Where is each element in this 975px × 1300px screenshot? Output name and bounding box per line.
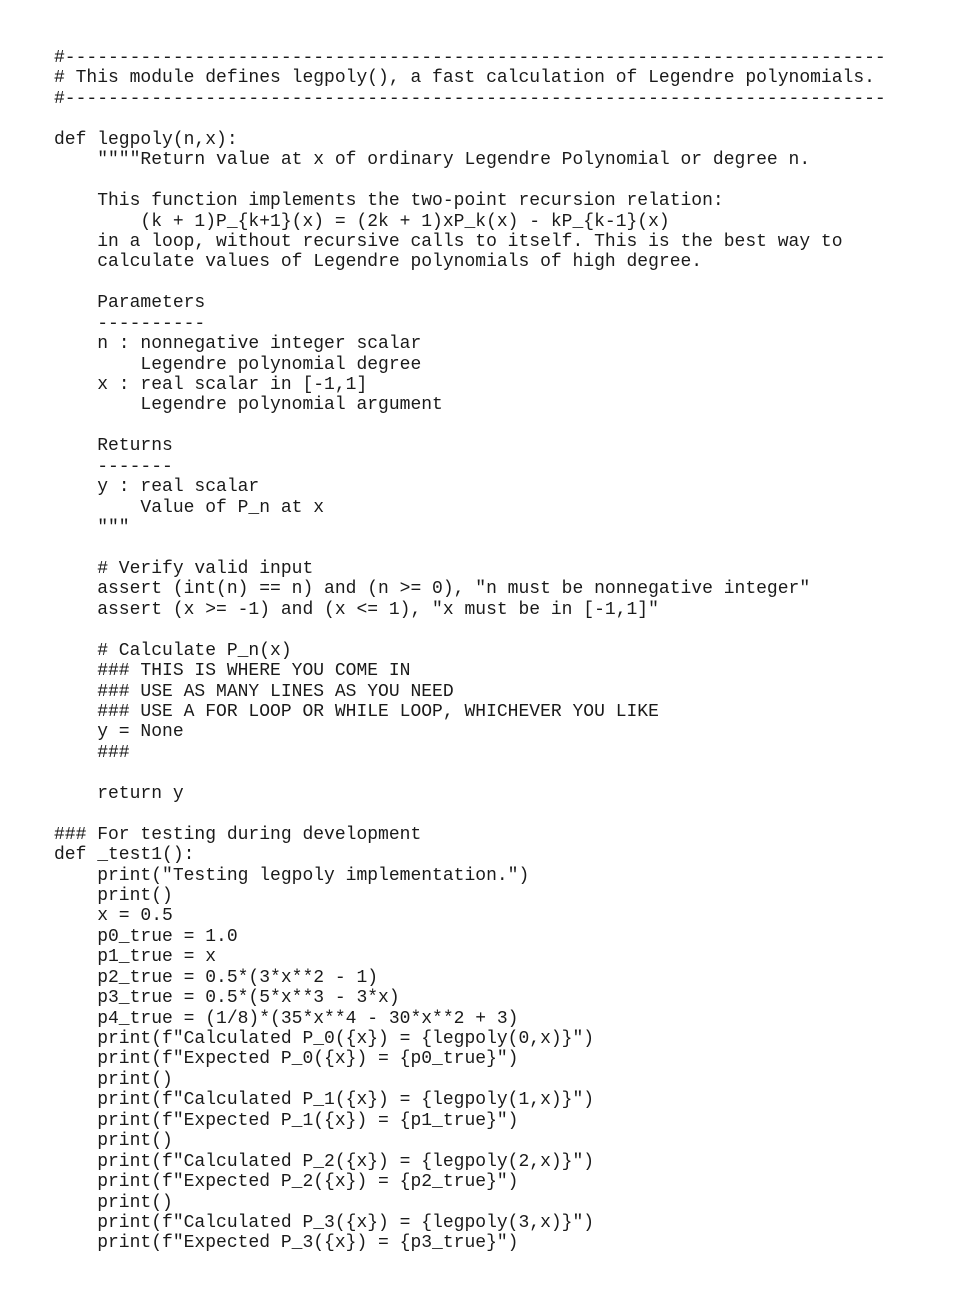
code-line: """"Return value at x of ordinary Legendre Polynomial or degree n. (54, 150, 811, 171)
code-line: print(f"Calculated P_3({x}) = {legpoly(3,x)}") (54, 1212, 595, 1233)
code-line (54, 763, 886, 783)
code-line: Legendre polynomial argument (54, 395, 443, 416)
code-line: assert (int(n) == n) and (n >= 0), "n must be nonnegative integer" (54, 579, 811, 600)
code-line: y : real scalar (54, 477, 260, 498)
code-line: print("Testing legpoly implementation.") (54, 865, 530, 886)
code-line: print(f"Expected P_2({x}) = {p2_true}") (54, 1172, 519, 1193)
code-line: This function implements the two-point recursion relation: (54, 191, 724, 212)
code-line: print(f"Calculated P_0({x}) = {legpoly(0,x)}") (54, 1029, 595, 1049)
code-line: # This module defines legpoly(), a fast calculation of Legendre polynomials. (54, 68, 875, 89)
code-line: calculate values of Legendre polynomials of high degree. (54, 252, 703, 273)
code-line: print() (54, 1131, 173, 1152)
code-line: print(f"Expected P_3({x}) = {p3_true}") (54, 1233, 519, 1254)
code-line: ### THIS IS WHERE YOU COME IN (54, 661, 411, 682)
code-line (54, 416, 886, 436)
code-line: # Calculate P_n(x) (54, 640, 292, 661)
code-line: print(f"Calculated P_2({x}) = {legpoly(2,x)}") (54, 1151, 595, 1172)
code-line (54, 109, 886, 129)
code-line: print(f"Calculated P_1({x}) = {legpoly(1,x)}") (54, 1090, 595, 1111)
code-line: def legpoly(n,x): (54, 129, 238, 150)
code-line: n : nonnegative integer scalar (54, 334, 422, 355)
code-line: p1_true = x (54, 947, 217, 968)
code-line: print() (54, 885, 173, 906)
code-line: ### USE AS MANY LINES AS YOU NEED (54, 681, 454, 702)
code-line: # Verify valid input (54, 558, 314, 579)
code-line: in a loop, without recursive calls to itself. This is the best way to (54, 231, 843, 252)
code-line (54, 273, 886, 293)
code-line: ### For testing during development (54, 824, 422, 845)
code-line: #---------------------------------------------------------------------------- (54, 88, 886, 109)
code-line: y = None (54, 722, 184, 743)
code-line: print() (54, 1069, 173, 1090)
code-line: def _test1(): (54, 845, 195, 866)
code-line: #---------------------------------------------------------------------------- (54, 48, 886, 68)
code-line: print(f"Expected P_0({x}) = {p0_true}") (54, 1049, 519, 1070)
code-line: Parameters (54, 293, 206, 314)
code-line: p3_true = 0.5*(5*x**3 - 3*x) (54, 988, 400, 1009)
code-line: assert (x >= -1) and (x <= 1), "x must be in [-1,1]" (54, 599, 659, 620)
code-line: p2_true = 0.5*(3*x**2 - 1) (54, 967, 379, 988)
code-line: ### (54, 742, 130, 763)
code-line (54, 539, 886, 559)
code-line: Value of P_n at x (54, 497, 325, 518)
code-line: """ (54, 518, 130, 539)
code-line: Legendre polynomial degree (54, 354, 422, 375)
code-line: p0_true = 1.0 (54, 926, 238, 947)
code-line: return y (54, 783, 184, 804)
code-line: Returns (54, 436, 173, 457)
code-line: ### USE A FOR LOOP OR WHILE LOOP, WHICHEVER YOU LIKE (54, 702, 659, 722)
code-line (54, 1254, 886, 1274)
code-line: print() (54, 1192, 173, 1213)
code-line: print(f"Expected P_1({x}) = {p1_true}") (54, 1110, 519, 1131)
code-line: ---------- (54, 313, 206, 334)
code-line: ------- (54, 456, 173, 477)
code-line (54, 171, 886, 191)
code-line: x = 0.5 (54, 906, 173, 927)
code-line: (k + 1)P_{k+1}(x) = (2k + 1)xP_k(x) - kP_{k-1}(x) (54, 211, 670, 232)
code-listing (54, 48, 886, 1274)
code-line (54, 804, 886, 824)
code-line: p4_true = (1/8)*(35*x**4 - 30*x**2 + 3) (54, 1008, 519, 1029)
code-line (54, 620, 886, 640)
code-line: x : real scalar in [-1,1] (54, 375, 368, 395)
